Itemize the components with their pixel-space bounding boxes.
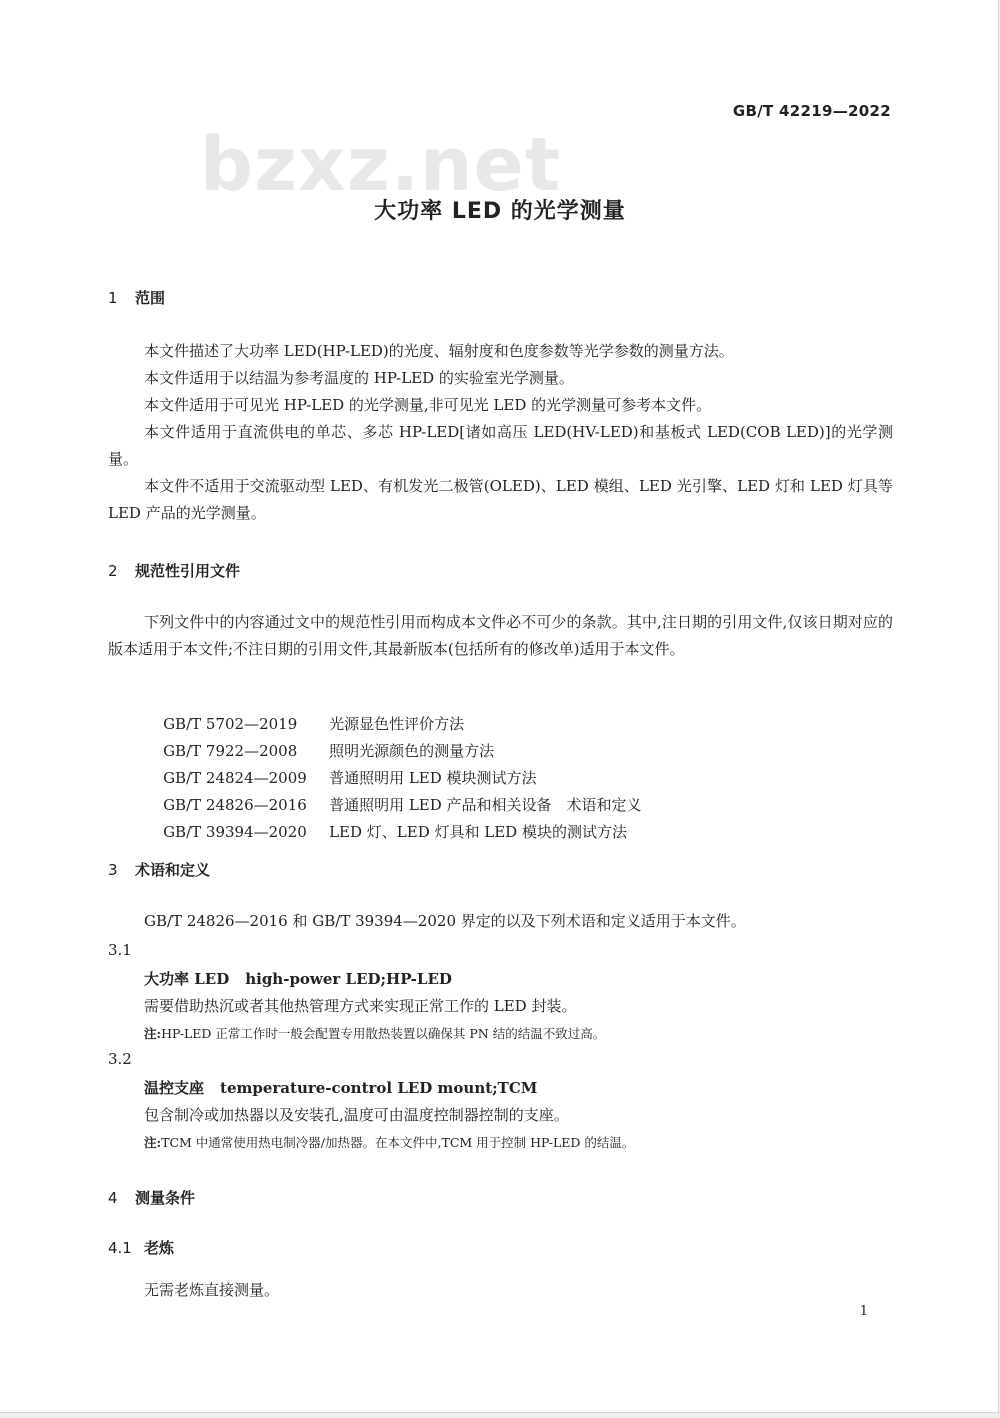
section-number: 4.1	[108, 1239, 132, 1257]
section-title: 规范性引用文件	[135, 562, 241, 580]
term-cn: 大功率 LED	[144, 970, 230, 988]
reference-code: GB/T 24824—2009	[163, 769, 307, 787]
reference-item	[144, 803, 627, 860]
note-text: TCM 中通常使用热电制冷器/加热器。在本文件中,TCM 用于控制 HP-LED 的结温。	[161, 1135, 635, 1150]
term-cn: 温控支座	[144, 1079, 205, 1097]
reference-code: GB/T 5702—2019	[163, 715, 298, 733]
note-label: 注:	[144, 1026, 162, 1041]
reference-title: LED 灯、LED 灯具和 LED 模块的测试方法	[329, 823, 627, 841]
section-number: 4	[108, 1189, 118, 1207]
section-title: 范围	[135, 289, 166, 307]
term-definition: 需要借助热沉或者其他热管理方式来实现正常工作的 LED 封装。	[144, 997, 577, 1015]
scope-paragraph-4: 本文件适用于直流供电的单芯、多芯 HP-LED[诸如高压 LED(HV-LED)和基板式 LED(COB LED)]的光学测量。	[108, 423, 893, 468]
reference-title: 照明光源颜色的测量方法	[329, 742, 495, 760]
term-note	[144, 1024, 605, 1042]
subsection-heading-burn-in	[108, 1237, 174, 1258]
scope-paragraph-1: 本文件描述了大功率 LED(HP-LED)的光度、辐射度和色度参数等光学参数的测量方法。	[144, 342, 734, 360]
scope-paragraph-2: 本文件适用于以结温为参考温度的 HP-LED 的实验室光学测量。	[144, 369, 574, 387]
scope-paragraph-3: 本文件适用于可见光 HP-LED 的光学测量,非可见光 LED 的光学测量可参考本文件。	[144, 396, 712, 414]
term-en: temperature-control LED mount;TCM	[220, 1079, 538, 1097]
reference-code: GB/T 39394—2020	[163, 823, 307, 841]
term-en: high-power LED;HP-LED	[245, 970, 452, 988]
term-number: 3.2	[108, 1050, 132, 1068]
scope-paragraph-5: 本文件不适用于交流驱动型 LED、有机发光二极管(OLED)、LED 模组、LED 光引擎、LED 灯和 LED 灯具等 LED 产品的光学测量。	[108, 477, 893, 522]
terms-intro: GB/T 24826—2016 和 GB/T 39394—2020 界定的以及下列术语和定义适用于本文件。	[144, 912, 746, 930]
page-title: 大功率 LED 的光学测量	[374, 199, 626, 224]
section-title: 测量条件	[135, 1189, 196, 1207]
section-heading-measurement	[108, 1187, 195, 1208]
burn-in-paragraph: 无需老炼直接测量。	[144, 1281, 280, 1299]
section-heading-terms	[108, 859, 210, 880]
section-number: 3	[108, 861, 118, 879]
term-name	[144, 1077, 537, 1098]
section-number: 1	[108, 289, 118, 307]
reference-title: 普通照明用 LED 模块测试方法	[329, 769, 537, 787]
reference-code: GB/T 24826—2016	[163, 796, 307, 814]
watermark: bzxz.net	[200, 122, 562, 208]
section-title: 术语和定义	[135, 861, 211, 879]
standard-code: GB/T 42219—2022	[732, 102, 891, 120]
reference-title: 普通照明用 LED 产品和相关设备 术语和定义	[329, 796, 642, 814]
section-number: 2	[108, 562, 118, 580]
term-number: 3.1	[108, 941, 132, 959]
reference-code: GB/T 7922—2008	[163, 742, 298, 760]
page-number: 1	[859, 1304, 868, 1319]
note-text: HP-LED 正常工作时一般会配置专用散热装置以确保其 PN 结的结温不致过高。	[161, 1026, 606, 1041]
term-note	[144, 1133, 634, 1151]
section-heading-normative	[108, 560, 240, 581]
normative-intro: 下列文件中的内容通过文中的规范性引用而构成本文件必不可少的条款。其中,注日期的引用文件,仅该日期对应的版本适用于本文件;不注日期的引用文件,其最新版本(包括所有的修改单)适用于本文件。	[108, 613, 893, 658]
term-name	[144, 968, 452, 989]
section-title: 老炼	[144, 1239, 175, 1257]
note-label: 注:	[144, 1135, 162, 1150]
section-heading-scope	[108, 287, 165, 308]
reference-title: 光源显色性评价方法	[329, 715, 465, 733]
term-definition: 包含制冷或加热器以及安装孔,温度可由温度控制器控制的支座。	[144, 1106, 569, 1124]
